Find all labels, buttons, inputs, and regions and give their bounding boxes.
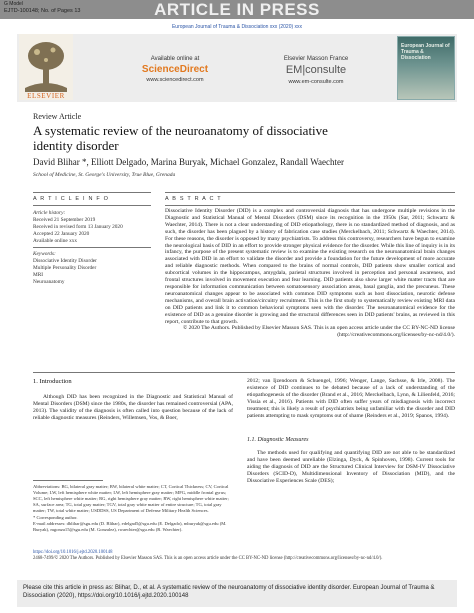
- article-type: Review Article: [33, 112, 82, 121]
- article-info-rule-2: [33, 205, 151, 206]
- diagnostic-measures-heading: 1.1. Diagnostic Measures: [247, 437, 309, 443]
- corresponding-author-note: * Corresponding author.: [33, 515, 78, 520]
- abstract-rule-2: [165, 205, 455, 206]
- intro-right-paragraph: 2012; van Ijzendoorn & Schuengel, 1996; Wenger, Lange, Sachsse, & Irle, 2008). The existence of DID continues to be debated because of a lack of understanding of the etiopathogenesis of the disorder (Brand et al., 2016; Merckelbach, Lynn, & Lilienfeld, 2016; Vissia et al., 2016). Patients with DID often suffer years of misdiagnosis with incorrect treatment; this is likely a result of psychiatrists being unfamiliar with the disorder and DID patients attempting to mask symptoms out of shame (Reinders et al., 2019; Spanos, 1994).: [247, 378, 455, 419]
- doi-link[interactable]: https://doi.org/10.1016/j.ejtd.2020.100148: [33, 550, 113, 555]
- history-received: Received 21 September 2019: [33, 217, 96, 223]
- footer-info: [33, 550, 453, 562]
- history-revised: Received in revised form 13 January 2020: [33, 224, 123, 230]
- abstract-heading: A B S T R A C T: [165, 196, 222, 202]
- keyword-item: Neuroanatomy: [33, 279, 65, 285]
- abbreviations-note: Abbreviations: BG, bilateral gray matter; BW, bilateral white matter; CT, Cortical Thickness; CV, Cortical Volume; LW, left hemisphere white matter; LW, left hemisphere gray matter; MFG, middle frontal gyrus; SCC, left hemisphere white matter; RG, right hemisphere gray matter; RW, right hemisphere white matter; SA, surface area; TG, total gray matter; TGV, total gray white matter of entire structure; TG, total gray matter; TW, total white matter; USDDSS, US Department of Defense Military Health Sciences.: [33, 484, 229, 513]
- masthead: [17, 34, 457, 102]
- article-in-press-banner: [0, 0, 474, 19]
- elsevier-wordmark: ELSEVIER: [27, 92, 65, 100]
- article-info-rule: [33, 192, 151, 193]
- history-online: Available online xxx: [33, 238, 78, 244]
- abstract-copyright: © 2020 The Authors. Published by Elsevier Masson SAS. This is an open access article under the CC BY-NC-ND license (http://creativecommons.org/licenses/by-nc-nd/4.0/).: [182, 325, 455, 339]
- article-info-heading: A R T I C L E I N F O: [33, 196, 110, 202]
- license-line: 2468-7499/© 2020 The Authors. Published by Elsevier Masson SAS. This is an open access article under the CC BY-NC-ND license (http://creativecommons.org/licenses/by-nc-nd/4.0/).: [33, 556, 383, 561]
- article-title: A systematic review of the neuroanatomy of dissociative identity disorder: [33, 123, 328, 153]
- keyword-item: Dissociative Identity Disorder: [33, 258, 97, 264]
- intro-heading: 1. Introduction: [33, 378, 72, 385]
- keywords-label: Keywords:: [33, 251, 56, 257]
- abstract-text: Dissociative Identity Disorder (DID) is a complex and controversial diagnosis that has undergone multiple revisions in the Diagnostic and Statistical Manual of Mental Disorders (DSM) since its recognition in the 1950s (Sar, 2011; Schwartz & Waechter, 2014). There is not a clear understanding of DID etiopathology, there is no standardized method of diagnosis, and as such, the disorder has been plagued by a history of fabrication case studies (Merckelbach, 2011; Schwartz & Waechter, 2014). For these reasons, the disorder is opposed by many psychiatrists. To address this controversy, researchers have begun to examine the neurological basis of DID in an effort to provide stronger physical evidence for the disorder. While this line of inquiry is in its infancy, the purpose of the present systematic review is to examine the existing research on the neuroanatomical brain changes associated with DID in an effort to validate the disorder and provide a foundation for the future development of more accurate and reliable diagnostic methods. When compared to the brains of normal controls, DID patients show smaller cortical and subcortical volumes in the hippocampus, amygdala, parietal structures involved in perception and personal awareness, and frontal structures involved in movement execution and fear learning. DID patients also show larger white matter tracts that are responsible for information communication between somatosensory association areas, basal ganglia, and the precuneus. These neuroanatomical changes appear to be associated with common DID symptoms such as host dissociation, neurotic defense mechanisms, and overall brain activation/circuitry recruitment. This is the first study to systematically review existing MRI data on DID patients and link it to common behavioral symptoms seen with the disorder. The neuroanatomical evidence for the existence of DID as a genuine disorder is growing and the structural differences seen in DID patients' brains, as reviewed in this report, contribute to that growth.: [165, 208, 455, 325]
- citation-box[interactable]: Please cite this article in press as: Blihar, D., et al. A systematic review of the neuroanatomy of dissociative identity disorder. European Journal of Trauma & Dissociation (2020), https://doi.org/10.1016/j.ejtd.2020.100148: [17, 580, 457, 607]
- emconsulte-logo[interactable]: EM|consulte: [285, 64, 347, 76]
- intro-left-paragraph: Although DID has been recognized in the Diagnostic and Statistical Manual of Mental Disorders (DSM) since the 1980s, the disorder has remained controversial (APA, 2013). The validity of the diagnosis is often called into question because of the lack of reliable diagnostic measures (Reinders, Willemsen, Vos, & Boer,: [33, 394, 233, 421]
- history-accepted: Accepted 22 January 2020: [33, 231, 90, 237]
- diagnostic-measures-paragraph: The methods used for qualifying and quantifying DID are not able to be standardized and have been deemed unreliable (Elzinga, Dyck, & Spinhoven, 1998). Current tools for aiding the diagnosis of DID are the Structured Clinical Interview for DSM-IV Dissociative Disorders (SCID-D), Multidimensional Inventory of Dissociation (MID), and the Dissociative Experiences Scale (DES);: [247, 450, 455, 484]
- keywords-rule: [33, 247, 151, 248]
- affiliation: School of Medicine, St. George's University, True Blue, Grenada: [33, 172, 176, 178]
- elsevier-tree-logo-icon: [19, 34, 73, 100]
- elsevier-masson-label: Elsevier Masson France: [283, 56, 349, 62]
- g-model-label: G Model: [4, 1, 23, 7]
- abstract-rule: [165, 192, 455, 193]
- sciencedirect-url[interactable]: www.sciencedirect.com: [146, 77, 204, 83]
- author-list[interactable]: David Blihar *, Elliott Delgado, Marina Buryak, Michael Gonzalez, Randall Waechter: [33, 157, 345, 167]
- cover-title: European Journal of Trauma & Dissociation: [401, 43, 450, 61]
- keyword-item: MRI: [33, 272, 44, 278]
- abstract-body: [165, 208, 455, 339]
- email-addresses[interactable]: E-mail addresses: dblihar@sgu.edu (D. Blihar), edelgad5@sgu.edu (E. Delgado), mburyak@sgu.edu (M. Buryak), mgonza15@sgu.edu (M. Gonzalez), rwaechter@sgu.edu (R. Waechter).: [33, 521, 227, 532]
- banner-text: ARTICLE IN PRESS: [154, 0, 320, 19]
- available-online-label: Available online at: [150, 56, 200, 62]
- sciencedirect-logo[interactable]: ScienceDirect: [141, 64, 209, 75]
- journal-cover-thumbnail[interactable]: [397, 36, 455, 100]
- journal-line[interactable]: European Journal of Trauma & Dissociation xxx (2020) xxx: [171, 24, 303, 30]
- ejtd-page-count: EJTD-100148; No. of Pages 13: [4, 8, 81, 14]
- abstract-end-rule: [33, 372, 455, 373]
- emconsulte-url[interactable]: www.em-consulte.com: [288, 79, 344, 85]
- keyword-item: Multiple Personality Disorder: [33, 265, 97, 271]
- footnote-rule: [33, 480, 103, 481]
- footnotes: [33, 484, 233, 533]
- history-label: Article history:: [33, 210, 66, 216]
